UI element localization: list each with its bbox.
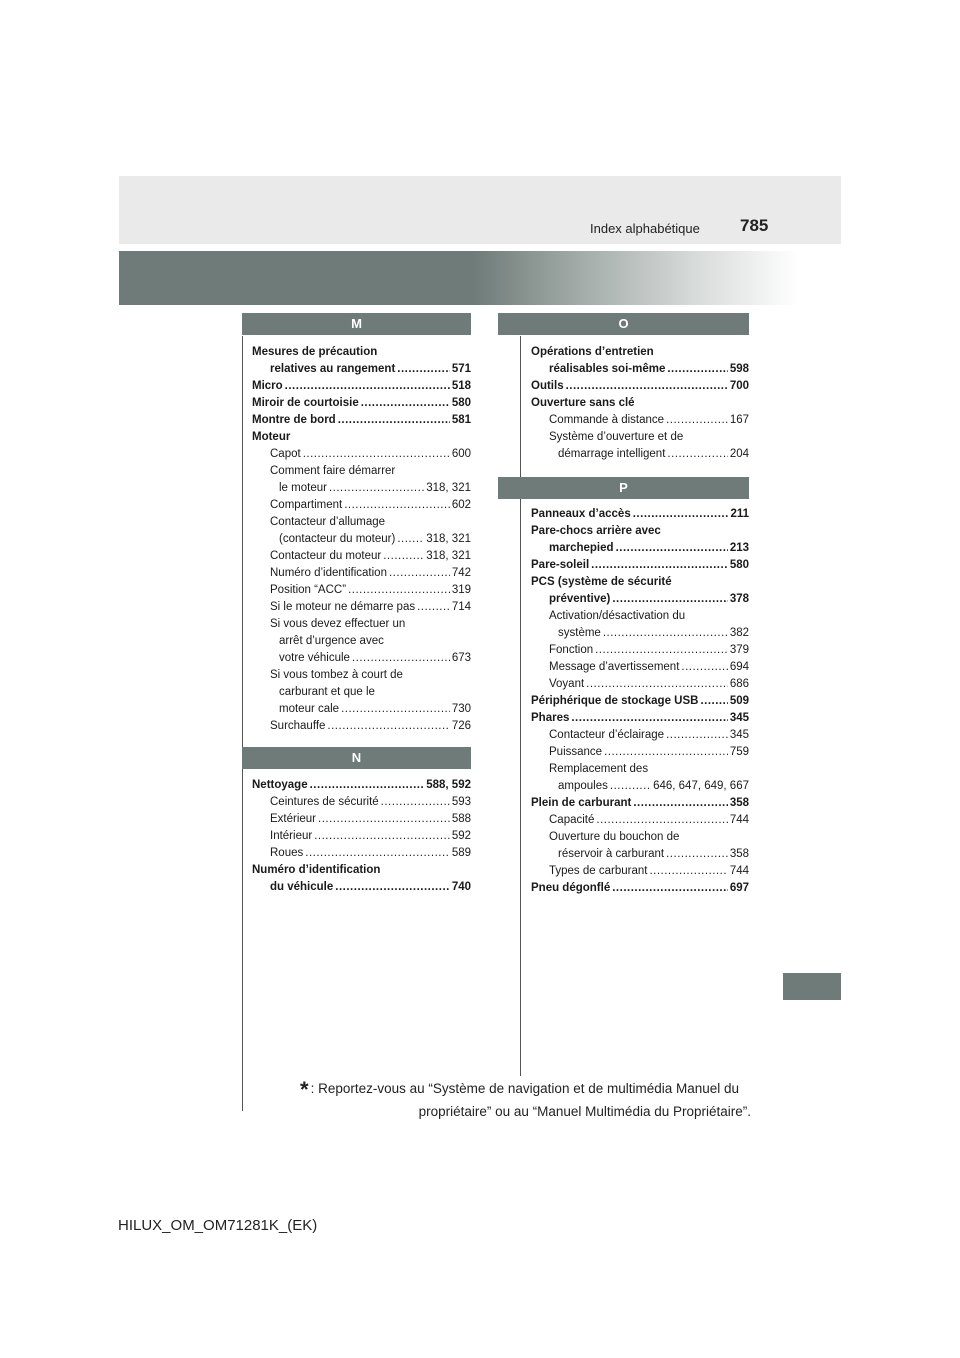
dot-leader xyxy=(700,690,727,707)
index-entry xyxy=(252,392,471,409)
index-entry-page: 211 xyxy=(730,508,749,520)
index-entry xyxy=(252,443,471,460)
index-entry-page: 378 xyxy=(729,593,749,605)
index-entry-page: 588, 592 xyxy=(426,779,471,791)
dot-leader xyxy=(329,477,424,494)
index-entry-text: Miroir de courtoisie xyxy=(252,397,359,409)
index-entry xyxy=(252,859,471,876)
index-entry-page: 700 xyxy=(729,380,749,392)
index-entry-text: Outils xyxy=(531,380,564,392)
index-entry-page: 581 xyxy=(451,414,471,426)
index-entry xyxy=(531,554,749,571)
dot-leader xyxy=(381,791,450,808)
index-entry xyxy=(531,520,749,537)
dot-leader xyxy=(667,358,727,375)
index-section-m xyxy=(252,341,471,732)
index-entry-page: 694 xyxy=(729,661,749,673)
index-entry-text: arrêt d’urgence avec xyxy=(279,635,384,647)
index-entry xyxy=(531,843,749,860)
index-entry-page: 744 xyxy=(729,814,749,826)
index-entry xyxy=(252,528,471,545)
index-entry-text: ampoules xyxy=(558,780,608,792)
index-entry-text: Roues xyxy=(270,847,304,859)
index-entry-page: 580 xyxy=(729,559,749,571)
index-entry-text: Intérieur xyxy=(270,830,313,842)
index-section-p xyxy=(531,503,749,894)
index-entry xyxy=(252,698,471,715)
footnote xyxy=(300,1078,751,1123)
index-entry xyxy=(252,511,471,528)
index-entry-text: Extérieur xyxy=(270,813,317,825)
index-entry-page: 318, 321 xyxy=(426,533,471,545)
index-entry xyxy=(252,825,471,842)
index-entry xyxy=(252,647,471,664)
index-entry-page: 318, 321 xyxy=(426,482,471,494)
dot-leader xyxy=(667,443,727,460)
index-entry xyxy=(252,477,471,494)
index-entry-text: Moteur xyxy=(252,431,291,443)
dot-leader xyxy=(361,392,450,409)
index-entry-text: Panneaux d’accès xyxy=(531,508,631,520)
dot-leader xyxy=(348,579,450,596)
dot-leader xyxy=(566,375,728,392)
dot-leader xyxy=(633,792,727,809)
index-entry-text: Contacteur d’éclairage xyxy=(549,729,665,741)
dot-leader xyxy=(666,843,728,860)
dot-leader xyxy=(305,842,450,859)
index-entry-text: Capot xyxy=(270,448,301,460)
index-entry-text: Phares xyxy=(531,712,570,724)
index-entry-text: Opérations d’entretien xyxy=(531,346,654,358)
index-entry-text: Remplacement des xyxy=(549,763,649,775)
dot-leader xyxy=(397,528,424,545)
dot-leader xyxy=(612,588,727,605)
index-entry xyxy=(252,791,471,808)
dot-leader xyxy=(649,860,727,877)
index-entry-text: Mesures de précaution xyxy=(252,346,378,358)
index-entry-text: Ouverture du bouchon de xyxy=(549,831,680,843)
dot-leader xyxy=(397,358,450,375)
dot-leader xyxy=(610,775,651,792)
dot-leader xyxy=(327,715,449,732)
index-entry-page: 593 xyxy=(451,796,471,808)
index-entry-text: Pare-chocs arrière avec xyxy=(531,525,661,537)
dot-leader xyxy=(681,656,727,673)
index-entry-text: Contacteur du moteur xyxy=(270,550,382,562)
index-entry-page: 589 xyxy=(451,847,471,859)
footnote-line-1: : Reportez-vous au “Système de navigation et de multimédia Manuel du xyxy=(310,1081,740,1096)
index-entry-page: 592 xyxy=(451,830,471,842)
index-entry xyxy=(252,409,471,426)
footnote-line-2: propriétaire” ou au “Manuel Multimédia du Propriétaire”. xyxy=(418,1104,751,1119)
dot-leader xyxy=(389,562,450,579)
index-entry-text: Commande à distance xyxy=(549,414,665,426)
index-entry xyxy=(252,426,471,443)
index-entry xyxy=(252,842,471,859)
index-entry-page: 740 xyxy=(451,881,471,893)
index-entry-text: marchepied xyxy=(549,542,614,554)
index-entry xyxy=(252,545,471,562)
index-entry-page: 646, 647, 649, 667 xyxy=(653,780,749,792)
index-entry-text: Fonction xyxy=(549,644,594,656)
index-entry xyxy=(531,877,749,894)
dot-leader xyxy=(344,494,450,511)
dot-leader xyxy=(603,622,728,639)
index-entry-text: Système d’ouverture et de xyxy=(549,431,684,443)
index-entry-text: Voyant xyxy=(549,678,585,690)
index-entry xyxy=(252,494,471,511)
index-entry-text: le moteur xyxy=(279,482,327,494)
index-entry-page: 358 xyxy=(729,797,749,809)
index-entry-page: 726 xyxy=(451,720,471,732)
index-section-n xyxy=(252,774,471,893)
index-entry xyxy=(531,758,749,775)
index-entry-page: 600 xyxy=(451,448,471,460)
index-entry xyxy=(531,537,749,554)
index-entry xyxy=(531,639,749,656)
index-entry xyxy=(252,715,471,732)
dot-leader xyxy=(666,409,728,426)
dot-leader xyxy=(341,698,450,715)
dot-leader xyxy=(335,876,450,893)
index-entry-page: 509 xyxy=(729,695,749,707)
index-entry-page: 382 xyxy=(729,627,749,639)
index-entry-page: 358 xyxy=(729,848,749,860)
index-entry xyxy=(531,860,749,877)
dot-leader xyxy=(571,707,727,724)
index-entry xyxy=(252,341,471,358)
index-entry xyxy=(531,443,749,460)
index-entry-page: 744 xyxy=(729,865,749,877)
index-section-o xyxy=(531,341,749,460)
dot-leader xyxy=(596,809,727,826)
index-entry-text: votre véhicule xyxy=(279,652,350,664)
dot-leader xyxy=(612,877,728,894)
dot-leader xyxy=(595,639,728,656)
index-entry-text: Puissance xyxy=(549,746,603,758)
index-entry-text: Si le moteur ne démarre pas xyxy=(270,601,416,613)
index-entry-text: démarrage intelligent xyxy=(558,448,666,460)
index-entry xyxy=(252,375,471,392)
index-entry xyxy=(252,664,471,681)
dot-leader xyxy=(591,554,728,571)
dot-leader xyxy=(417,596,450,613)
column-divider-middle xyxy=(520,336,521,1076)
index-entry-page: 345 xyxy=(729,712,749,724)
column-divider-left xyxy=(242,336,243,1111)
index-entry xyxy=(531,426,749,443)
dot-leader xyxy=(338,409,450,426)
index-entry xyxy=(531,622,749,639)
index-entry xyxy=(252,358,471,375)
index-entry-page: 686 xyxy=(729,678,749,690)
index-entry xyxy=(531,588,749,605)
index-entry-page: 697 xyxy=(729,882,749,894)
index-entry-text: système xyxy=(558,627,601,639)
footnote-star: * xyxy=(300,1077,309,1102)
index-entry-text: relatives au rangement xyxy=(270,363,396,375)
index-entry-page: 213 xyxy=(729,542,749,554)
index-entry-text: Ceintures de sécurité xyxy=(270,796,379,808)
index-entry xyxy=(531,741,749,758)
index-entry-page: 319 xyxy=(451,584,471,596)
section-title: Index alphabétique xyxy=(590,221,700,236)
index-entry xyxy=(252,808,471,825)
dot-leader xyxy=(604,741,728,758)
index-entry-page: 204 xyxy=(729,448,749,460)
index-entry-text: Micro xyxy=(252,380,283,392)
index-entry xyxy=(252,579,471,596)
index-entry-page: 167 xyxy=(729,414,749,426)
index-entry xyxy=(252,630,471,647)
index-entry xyxy=(531,341,749,358)
index-entry xyxy=(252,596,471,613)
index-entry-page: 318, 321 xyxy=(426,550,471,562)
index-entry-page: 730 xyxy=(451,703,471,715)
index-entry-page: 759 xyxy=(729,746,749,758)
index-entry-text: réservoir à carburant xyxy=(558,848,665,860)
index-entry-text: Pneu dégonflé xyxy=(531,882,611,894)
index-entry xyxy=(252,562,471,579)
index-entry-page: 598 xyxy=(729,363,749,375)
index-entry-text: Activation/désactivation du xyxy=(549,610,686,622)
index-entry xyxy=(531,690,749,707)
index-entry-text: carburant et que le xyxy=(279,686,375,698)
index-entry-text: (contacteur du moteur) xyxy=(279,533,396,545)
index-entry xyxy=(531,605,749,622)
index-entry-text: Si vous devez effectuer un xyxy=(270,618,406,630)
index-entry-page: 588 xyxy=(451,813,471,825)
index-entry-text: Numéro d’identification xyxy=(270,567,387,579)
letter-header-m: M xyxy=(242,313,471,335)
index-entry-text: Montre de bord xyxy=(252,414,336,426)
dot-leader xyxy=(383,545,424,562)
index-entry-text: Types de carburant xyxy=(549,865,648,877)
index-entry xyxy=(531,358,749,375)
index-entry-text: Ouverture sans clé xyxy=(531,397,635,409)
index-entry xyxy=(531,673,749,690)
index-entry-text: préventive) xyxy=(549,593,611,605)
index-entry-text: Nettoyage xyxy=(252,779,308,791)
index-entry xyxy=(531,392,749,409)
dot-leader xyxy=(310,774,425,791)
index-entry-text: Compartiment xyxy=(270,499,343,511)
index-entry-text: du véhicule xyxy=(270,881,334,893)
letter-header-o: O xyxy=(498,313,749,335)
index-entry xyxy=(252,613,471,630)
index-entry xyxy=(531,375,749,392)
index-entry xyxy=(531,503,749,520)
index-entry xyxy=(531,707,749,724)
index-entry-text: Surchauffe xyxy=(270,720,326,732)
index-entry-text: moteur cale xyxy=(279,703,340,715)
letter-header-p: P xyxy=(498,477,749,499)
index-entry xyxy=(252,774,471,791)
index-entry-text: Plein de carburant xyxy=(531,797,632,809)
header-band xyxy=(119,176,841,244)
index-entry-page: 714 xyxy=(451,601,471,613)
dot-leader xyxy=(303,443,450,460)
index-entry xyxy=(531,409,749,426)
index-entry xyxy=(252,681,471,698)
index-entry xyxy=(531,792,749,809)
index-entry-text: réalisables soi-même xyxy=(549,363,666,375)
dot-leader xyxy=(318,808,450,825)
dot-leader xyxy=(616,537,728,554)
side-tab xyxy=(783,973,841,1000)
page-number: 785 xyxy=(740,216,769,235)
index-entry xyxy=(531,826,749,843)
index-entry-page: 742 xyxy=(451,567,471,579)
dot-leader xyxy=(666,724,728,741)
dot-leader xyxy=(586,673,728,690)
footer-document-code: HILUX_OM_OM71281K_(EK) xyxy=(118,1217,318,1234)
index-entry xyxy=(531,724,749,741)
gradient-band xyxy=(119,251,799,305)
index-entry-text: Position “ACC” xyxy=(270,584,347,596)
index-entry-page: 673 xyxy=(451,652,471,664)
index-entry-page: 518 xyxy=(451,380,471,392)
index-entry-text: Message d’avertissement xyxy=(549,661,680,673)
index-entry xyxy=(531,775,749,792)
index-entry-text: Capacité xyxy=(549,814,595,826)
dot-leader xyxy=(285,375,450,392)
dot-leader xyxy=(633,503,729,520)
index-entry-text: Contacteur d’allumage xyxy=(270,516,386,528)
letter-header-n: N xyxy=(242,747,471,769)
index-entry-page: 571 xyxy=(451,363,471,375)
index-entry xyxy=(531,571,749,588)
index-entry-page: 602 xyxy=(451,499,471,511)
index-entry xyxy=(252,876,471,893)
index-entry xyxy=(531,656,749,673)
index-entry-page: 345 xyxy=(729,729,749,741)
index-entry-text: Périphérique de stockage USB xyxy=(531,695,699,707)
index-entry-text: PCS (système de sécurité xyxy=(531,576,672,588)
dot-leader xyxy=(314,825,450,842)
index-entry-text: Pare-soleil xyxy=(531,559,590,571)
index-entry-text: Numéro d’identification xyxy=(252,864,381,876)
dot-leader xyxy=(352,647,450,664)
index-entry-page: 580 xyxy=(451,397,471,409)
index-entry xyxy=(252,460,471,477)
index-entry xyxy=(531,809,749,826)
index-entry-text: Si vous tombez à court de xyxy=(270,669,403,681)
index-entry-page: 379 xyxy=(729,644,749,656)
index-entry-text: Comment faire démarrer xyxy=(270,465,396,477)
